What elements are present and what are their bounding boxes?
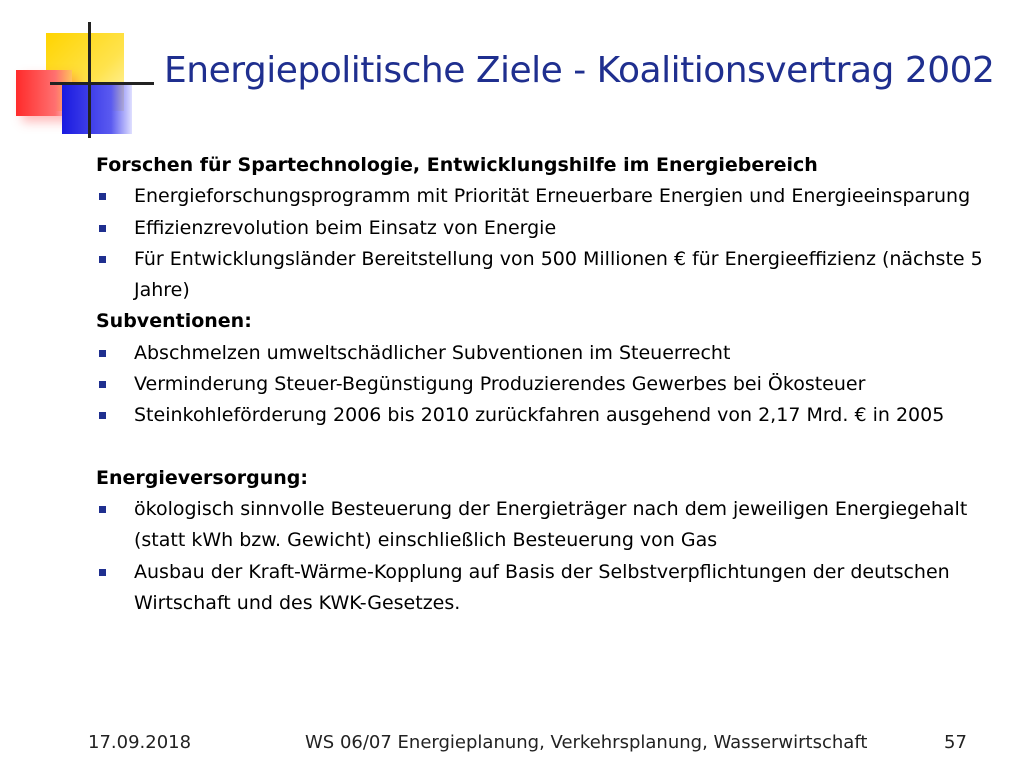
list-item-text: Abschmelzen umweltschädlicher Subventionen im Steuerrecht [134, 341, 731, 364]
footer-date: 17.09.2018 [88, 732, 192, 753]
list-item-text: Verminderung Steuer-Begünstigung Produzierendes Gewerbes bei Ökosteuer [134, 373, 866, 396]
square-bullet-icon [99, 256, 106, 263]
square-bullet-icon [99, 381, 106, 388]
list-item [96, 213, 1006, 244]
list-item [96, 557, 1006, 620]
square-bullet-icon [99, 193, 106, 200]
slide-content [96, 150, 1006, 619]
list-item-text: Energieforschungsprogramm mit Priorität Erneuerbare Energien und Energieeinsparung [134, 185, 971, 208]
section-heading-subsidies: Subventionen: [96, 310, 252, 333]
list-item-text: Für Entwicklungsländer Bereitstellung von 500 Millionen € für Energieeffizienz (nächste 5 Jahre) [134, 247, 983, 302]
logo-horizontal-line [50, 82, 154, 85]
square-bullet-icon [99, 412, 106, 419]
list-item-text: Effizienzrevolution beim Einsatz von Energie [134, 216, 557, 239]
logo-vertical-line [88, 22, 91, 138]
square-bullet-icon [99, 225, 106, 232]
list-item-text: ökologisch sinnvolle Besteuerung der Energieträger nach dem jeweiligen Energiegehalt (statt kWh bzw. Gewicht) einschließlich Besteuerung von Gas [134, 497, 968, 552]
list-item [96, 338, 1006, 369]
square-bullet-icon [99, 350, 106, 357]
list-item [96, 244, 1006, 307]
section-heading-energy-supply: Energieversorgung: [96, 466, 308, 489]
slide-logo [0, 0, 160, 150]
section-spacer [96, 432, 1006, 463]
footer-course: WS 06/07 Energieplanung, Verkehrsplanung, Wasserwirtschaft [305, 732, 868, 753]
list-item [96, 369, 1006, 400]
logo-blue-square [62, 82, 132, 134]
section-heading-research: Forschen für Spartechnologie, Entwicklungshilfe im Energiebereich [96, 154, 818, 176]
square-bullet-icon [99, 506, 106, 513]
list-item [96, 494, 1006, 557]
square-bullet-icon [99, 569, 106, 576]
list-item-text: Steinkohleförderung 2006 bis 2010 zurückfahren ausgehend von 2,17 Mrd. € in 2005 [134, 404, 945, 427]
page-number: 57 [944, 732, 967, 753]
list-item-text: Ausbau der Kraft-Wärme-Kopplung auf Basis der Selbstverpflichtungen der deutschen Wirtschaft und des KWK-Gesetzes. [134, 560, 950, 614]
list-item [96, 400, 1006, 431]
slide-title: Energiepolitische Ziele - Koalitionsvertrag 2002 [164, 50, 995, 91]
list-item [96, 181, 1006, 212]
